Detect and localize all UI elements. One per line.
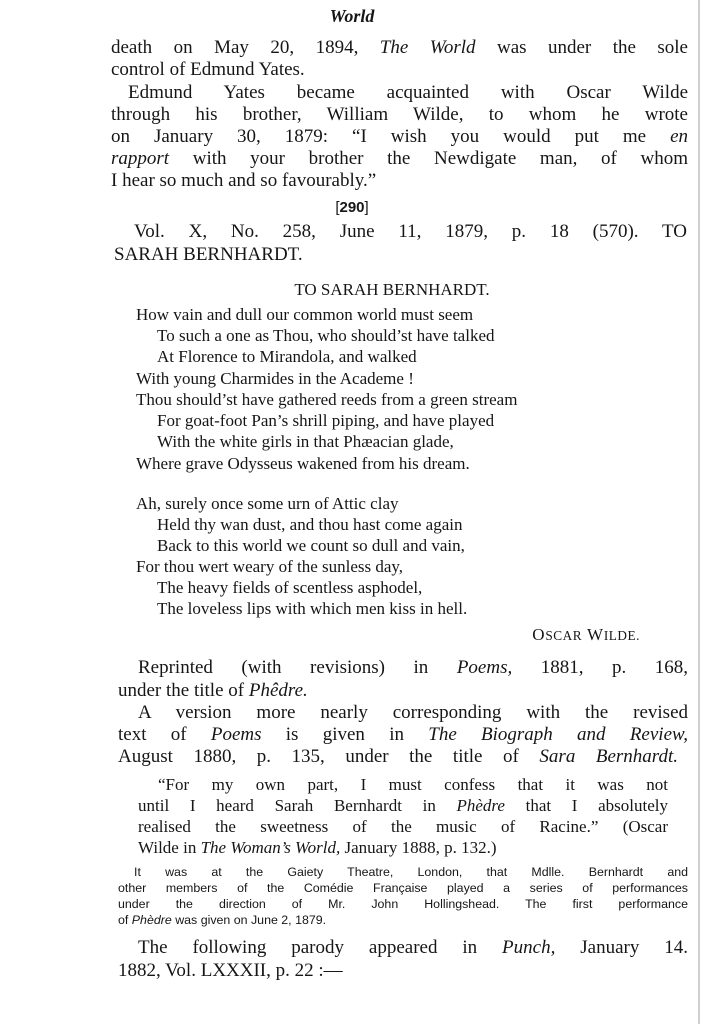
quote-line-1: “For my own part, I must confess that it was not: [158, 775, 668, 794]
intro-line-5: on January 30, 1879: “I wish you would put me en: [111, 126, 689, 147]
note-line-2: other members of the Comédie Française played a series of performances: [118, 881, 688, 895]
poem-line: Back to this world we count so dull and vain,: [157, 536, 465, 555]
poem-line: How vain and dull our common world must seem: [136, 305, 474, 324]
intro-line-7: I hear so much and so favourably.”: [111, 170, 377, 191]
poem-line: Where grave Odysseus wakened from his dream.: [136, 454, 470, 473]
note-line-3: under the direction of Mr. John Hollingshead. The first performance: [118, 897, 688, 911]
reprint-line-4: text of Poems is given in The Biograph and Review,: [118, 724, 689, 745]
entry-number: [290]: [335, 199, 369, 216]
poem-title: TO SARAH BERNHARDT.: [294, 280, 490, 299]
note-line-4: of Phèdre was given on June 2, 1879.: [118, 913, 327, 927]
note-line-1: It was at the Gaiety Theatre, London, that Mdlle. Bernhardt and: [134, 865, 688, 879]
intro-line-2: control of Edmund Yates.: [111, 59, 305, 80]
intro-line-3: Edmund Yates became acquainted with Oscar Wilde: [128, 82, 688, 103]
intro-line-6: rapport with your brother the Newdigate man, of whom: [111, 148, 689, 169]
poem-line: Thou should’st have gathered reeds from a green stream: [136, 390, 518, 409]
entry-line-1: Vol. X, No. 258, June 11, 1879, p. 18 (570). TO: [134, 221, 687, 242]
reprint-line-3: A version more nearly corresponding with the revised: [138, 702, 688, 723]
intro-line-1: death on May 20, 1894, The World was under the sole: [111, 37, 688, 58]
poem-line: For goat-foot Pan’s shrill piping, and have played: [157, 411, 495, 430]
reprint-line-2: under the title of Phêdre.: [118, 680, 308, 701]
parody-line-1: The following parody appeared in Punch, January 14.: [138, 937, 688, 958]
poem-line: With the white girls in that Phæacian glade,: [157, 432, 454, 451]
poem-line: Ah, surely once some urn of Attic clay: [136, 494, 399, 513]
poem-line: The heavy fields of scentless asphodel,: [157, 578, 423, 597]
poem-line: Held thy wan dust, and thou hast come again: [157, 515, 463, 534]
reprint-line-1: Reprinted (with revisions) in Poems, 1881, p. 168,: [138, 657, 689, 678]
reprint-line-5: August 1880, p. 135, under the title of Sara Bernhardt.: [118, 746, 679, 767]
poem-line: With young Charmides in the Academe !: [136, 369, 414, 388]
signature: OSCAR WILDE.: [532, 625, 640, 644]
page-edge: [698, 0, 700, 1024]
poem-line: The loveless lips with which men kiss in hell.: [157, 599, 468, 618]
entry-line-2: SARAH BERNHARDT.: [114, 244, 303, 265]
quote-line-2: until I heard Sarah Bernhardt in Phèdre that I absolutely: [138, 796, 669, 815]
poem-line: To such a one as Thou, who should’st have talked: [157, 326, 495, 345]
intro-line-4: through his brother, William Wilde, to whom he wrote: [111, 104, 688, 125]
parody-line-2: 1882, Vol. LXXXII, p. 22 :—: [118, 960, 343, 981]
poem-line: At Florence to Mirandola, and walked: [157, 347, 417, 366]
quote-line-3: realised the sweetness of the music of Racine.” (Oscar: [138, 817, 668, 836]
running-head: World: [329, 6, 375, 26]
quote-line-4: Wilde in The Woman’s World, January 1888, p. 132.): [138, 838, 497, 857]
poem-line: For thou wert weary of the sunless day,: [136, 557, 404, 576]
